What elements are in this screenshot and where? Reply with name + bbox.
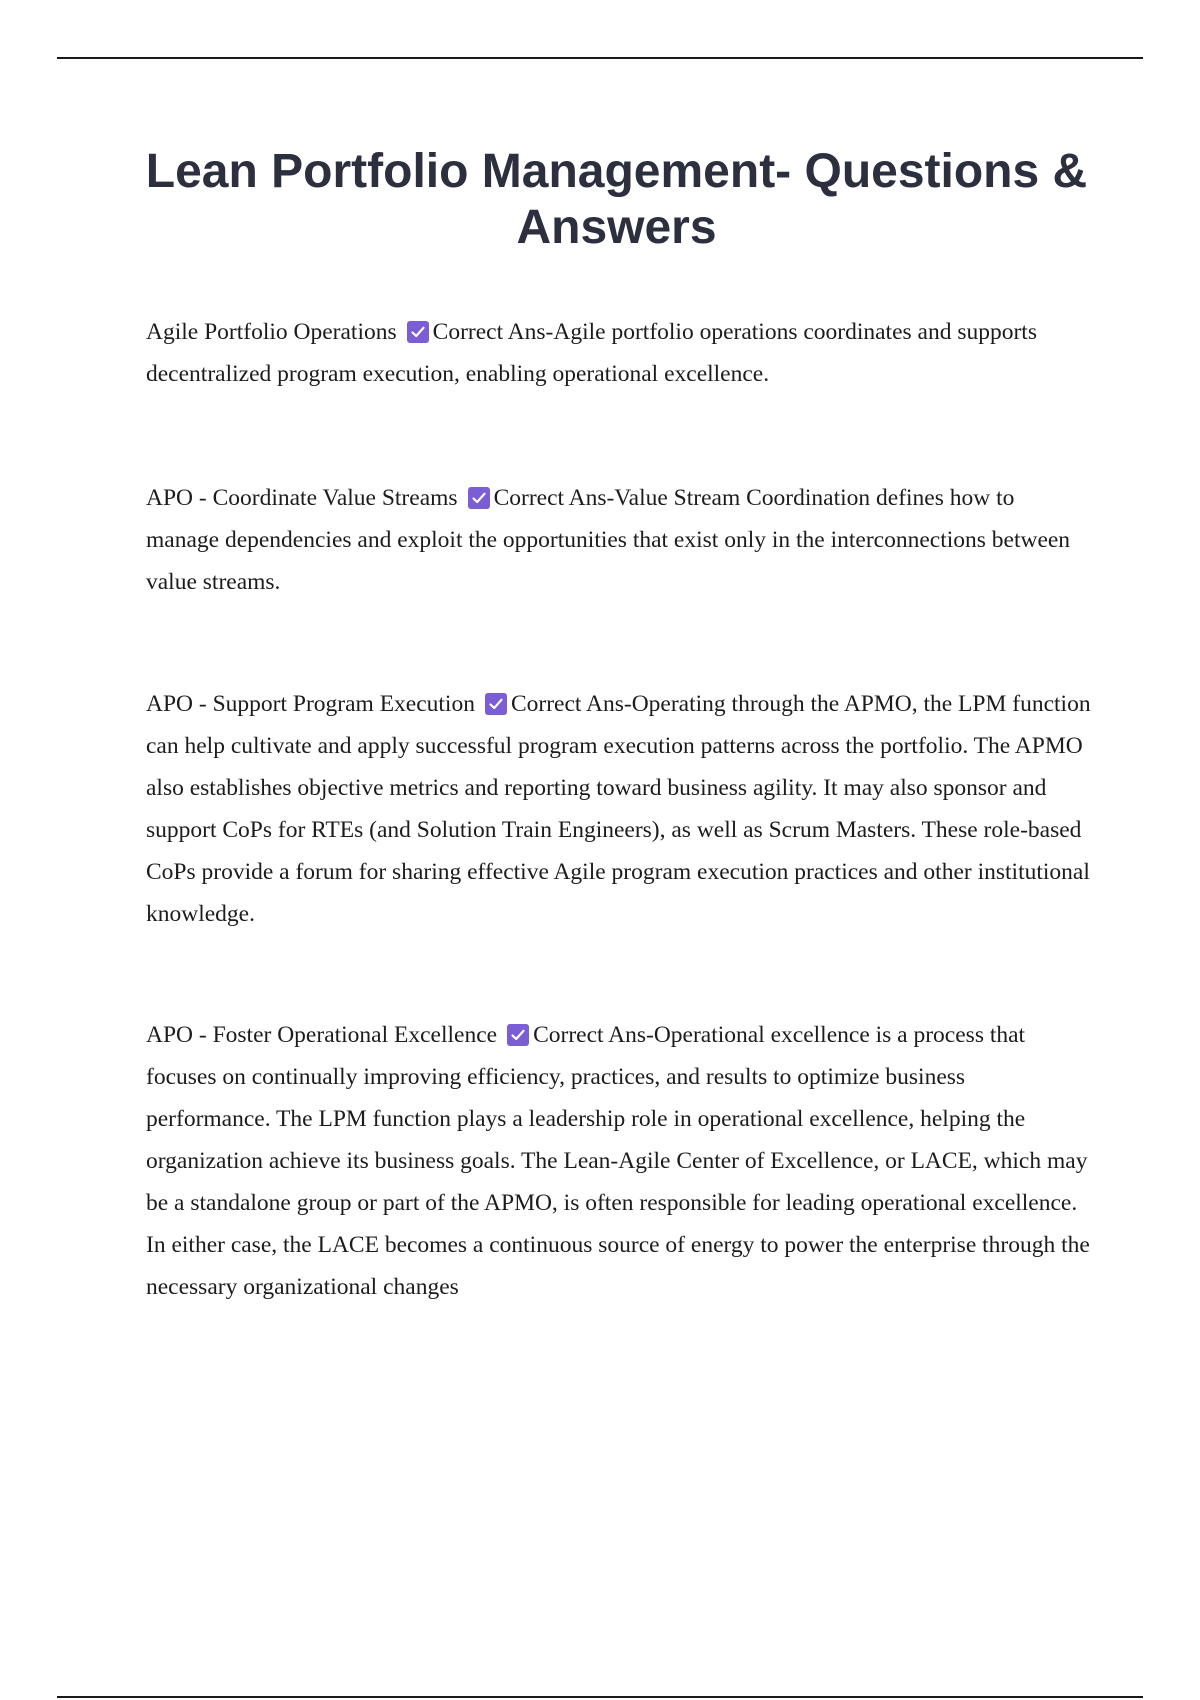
question-text: APO - Support Program Execution xyxy=(146,691,475,717)
bottom-divider xyxy=(57,1696,1143,1698)
answer-text: Correct Ans-Operational excellence is a process that focuses on continually improving efficiency, practices, and results to optimize business performance. The LPM function plays a leadership role in operational excellence, helping the organization achieve its business goals. The Lean-Agile Center of Excellence, or LACE, which may be a standalone group or part of the APMO, is often responsible for leading operational excellence. In either case, the LACE becomes a continuous source of energy to power the enterprise through the necessary organizational changes xyxy=(146,1022,1090,1300)
answer-text: Correct Ans-Agile portfolio operations coordinates and supports decentralized program execution, enabling operational excellence. xyxy=(146,319,1037,387)
check-box-icon xyxy=(507,1024,529,1046)
page-title: Lean Portfolio Management- Questions & Answers xyxy=(145,145,1088,254)
check-box-icon xyxy=(407,321,429,343)
top-divider xyxy=(57,57,1143,59)
answer-text: Correct Ans-Value Stream Coordination defines how to manage dependencies and exploit the opportunities that exist only in the interconnections between value streams. xyxy=(146,485,1071,595)
question-text: APO - Coordinate Value Streams xyxy=(146,485,458,511)
question-text: Agile Portfolio Operations xyxy=(146,319,397,345)
check-box-icon xyxy=(485,693,507,715)
qa-item xyxy=(146,311,1091,395)
check-box-icon xyxy=(468,487,490,509)
qa-item xyxy=(146,477,1091,603)
qa-item xyxy=(146,1014,1091,1308)
answer-text: Correct Ans-Operating through the APMO, the LPM function can help cultivate and apply successful program execution patterns across the portfolio. The APMO also establishes objective metrics and reporting toward business agility. It may also sponsor and support CoPs for RTEs (and Solution Train Engineers), as well as Scrum Masters. These role-based CoPs provide a forum for sharing effective Agile program execution practices and other institutional knowledge. xyxy=(146,691,1091,927)
qa-item xyxy=(146,683,1091,935)
question-text: APO - Foster Operational Excellence xyxy=(146,1022,498,1048)
